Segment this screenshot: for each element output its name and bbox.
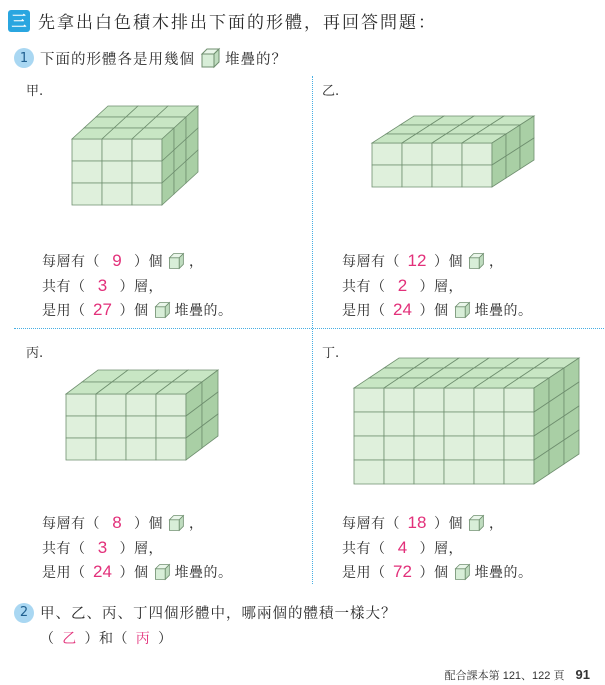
block-face <box>384 412 414 436</box>
block-face <box>132 161 162 183</box>
panel-d-line-1: 每層有（ 18 ）個 ， <box>342 513 504 532</box>
block-face <box>474 436 504 460</box>
block-face <box>414 412 444 436</box>
block-face <box>504 412 534 436</box>
block-face <box>444 436 474 460</box>
panel-a-line-3: 是用（ 27 ）個 堆疊的。 <box>42 300 233 319</box>
answer-c-total: 24 <box>93 562 112 581</box>
panel-a-line-2: 共有（ 3 ）層， <box>42 276 163 295</box>
answer-b-total: 24 <box>393 300 412 319</box>
page-footer <box>445 667 590 683</box>
answer-b-layers: 2 <box>397 276 408 295</box>
cube-icon <box>467 514 485 532</box>
block-face <box>126 438 156 460</box>
block-face <box>372 143 402 165</box>
panel-c-line-1: 每層有（ 8 ）個 ， <box>42 513 204 532</box>
panel-label-d: 丁. <box>322 346 340 361</box>
answer-q2-first: 乙 <box>62 631 77 647</box>
cube-icon <box>453 563 471 581</box>
block-face <box>474 460 504 484</box>
question-1 <box>14 47 287 69</box>
block-face <box>66 416 96 438</box>
panel-c-line-3: 是用（ 24 ）個 堆疊的。 <box>42 562 233 581</box>
block-face <box>432 143 462 165</box>
block-face <box>384 460 414 484</box>
block-face <box>414 460 444 484</box>
vertical-divider <box>312 76 313 584</box>
panel-d-line-2: 共有（ 4 ）層， <box>342 538 463 557</box>
cube-icon <box>167 514 185 532</box>
block-face <box>156 438 186 460</box>
answer-b-per-layer: 12 <box>407 251 427 270</box>
block-face <box>462 143 492 165</box>
block-figure-c <box>64 368 236 486</box>
answer-a-per-layer: 9 <box>112 251 122 270</box>
block-face <box>504 388 534 412</box>
block-face <box>66 438 96 460</box>
block-face <box>504 436 534 460</box>
block-face <box>156 394 186 416</box>
panel-b-line-2: 共有（ 2 ）層， <box>342 276 463 295</box>
panel-b-line-3: 是用（ 24 ）個 堆疊的。 <box>342 300 533 319</box>
block-face <box>402 165 432 187</box>
footer-reference: 配合課本第 121、122 頁 <box>444 670 565 682</box>
answer-c-layers: 3 <box>97 538 108 557</box>
answer-d-total: 72 <box>393 562 412 581</box>
block-face <box>96 394 126 416</box>
panel-label-a: 甲. <box>26 84 44 99</box>
block-face <box>462 165 492 187</box>
exercise-header <box>8 8 437 33</box>
block-face <box>474 388 504 412</box>
cube-icon <box>453 301 471 319</box>
block-face <box>444 412 474 436</box>
question-2-answer: （ 乙 ）和（ 丙 ） <box>40 628 173 648</box>
block-face <box>372 165 402 187</box>
answer-c-per-layer: 8 <box>112 513 122 532</box>
block-figure-b <box>370 114 560 214</box>
panel-a-line-1: 每層有（ 9 ）個 ， <box>42 251 204 270</box>
block-face <box>444 460 474 484</box>
block-face <box>414 436 444 460</box>
answer-q2-second: 丙 <box>135 631 151 647</box>
question-number: 2 <box>14 603 34 623</box>
question-1-text-before: 下面的形體各是用幾個 <box>40 51 195 68</box>
block-face <box>126 416 156 438</box>
block-face <box>96 416 126 438</box>
block-face <box>474 412 504 436</box>
block-face <box>102 139 132 161</box>
block-face <box>66 394 96 416</box>
block-face <box>432 165 462 187</box>
block-face <box>132 183 162 205</box>
panel-label-b: 乙. <box>322 84 340 99</box>
question-number: 1 <box>14 48 34 68</box>
panel-d-line-3: 是用（ 72 ）個 堆疊的。 <box>342 562 533 581</box>
answer-a-total: 27 <box>93 300 112 319</box>
block-face <box>156 416 186 438</box>
block-figure-a <box>70 104 240 222</box>
block-face <box>354 460 384 484</box>
block-face <box>126 394 156 416</box>
block-face <box>354 388 384 412</box>
block-face <box>72 139 102 161</box>
block-face <box>354 412 384 436</box>
block-face <box>384 388 414 412</box>
block-face <box>72 183 102 205</box>
horizontal-divider <box>14 328 604 329</box>
answer-d-per-layer: 18 <box>407 513 427 532</box>
question-1-text-after: 堆疊的？ <box>225 51 287 68</box>
section-badge: 三 <box>8 10 30 32</box>
block-face <box>414 388 444 412</box>
block-face <box>96 438 126 460</box>
cube-icon <box>199 47 221 69</box>
panel-b-line-1: 每層有（ 12 ）個 ， <box>342 251 504 270</box>
cube-icon <box>153 563 171 581</box>
panel-label-c: 丙. <box>26 346 44 361</box>
block-face <box>444 388 474 412</box>
panel-c-line-2: 共有（ 3 ）層， <box>42 538 163 557</box>
block-face <box>504 460 534 484</box>
instruction-text: 先拿出白色積木排出下面的形體，再回答問題： <box>38 13 437 33</box>
block-figure-d <box>352 356 602 496</box>
block-face <box>402 143 432 165</box>
block-face <box>72 161 102 183</box>
question-2 <box>14 602 397 623</box>
block-face <box>132 139 162 161</box>
page-number: 91 <box>575 667 590 682</box>
answer-d-layers: 4 <box>397 538 408 557</box>
answer-a-layers: 3 <box>97 276 108 295</box>
cube-icon <box>467 252 485 270</box>
cube-icon <box>167 252 185 270</box>
block-face <box>384 436 414 460</box>
block-face <box>102 161 132 183</box>
block-face <box>102 183 132 205</box>
block-face <box>354 436 384 460</box>
question-2-text: 甲、乙、丙、丁四個形體中，哪兩個的體積一樣大？ <box>40 606 397 622</box>
cube-icon <box>153 301 171 319</box>
